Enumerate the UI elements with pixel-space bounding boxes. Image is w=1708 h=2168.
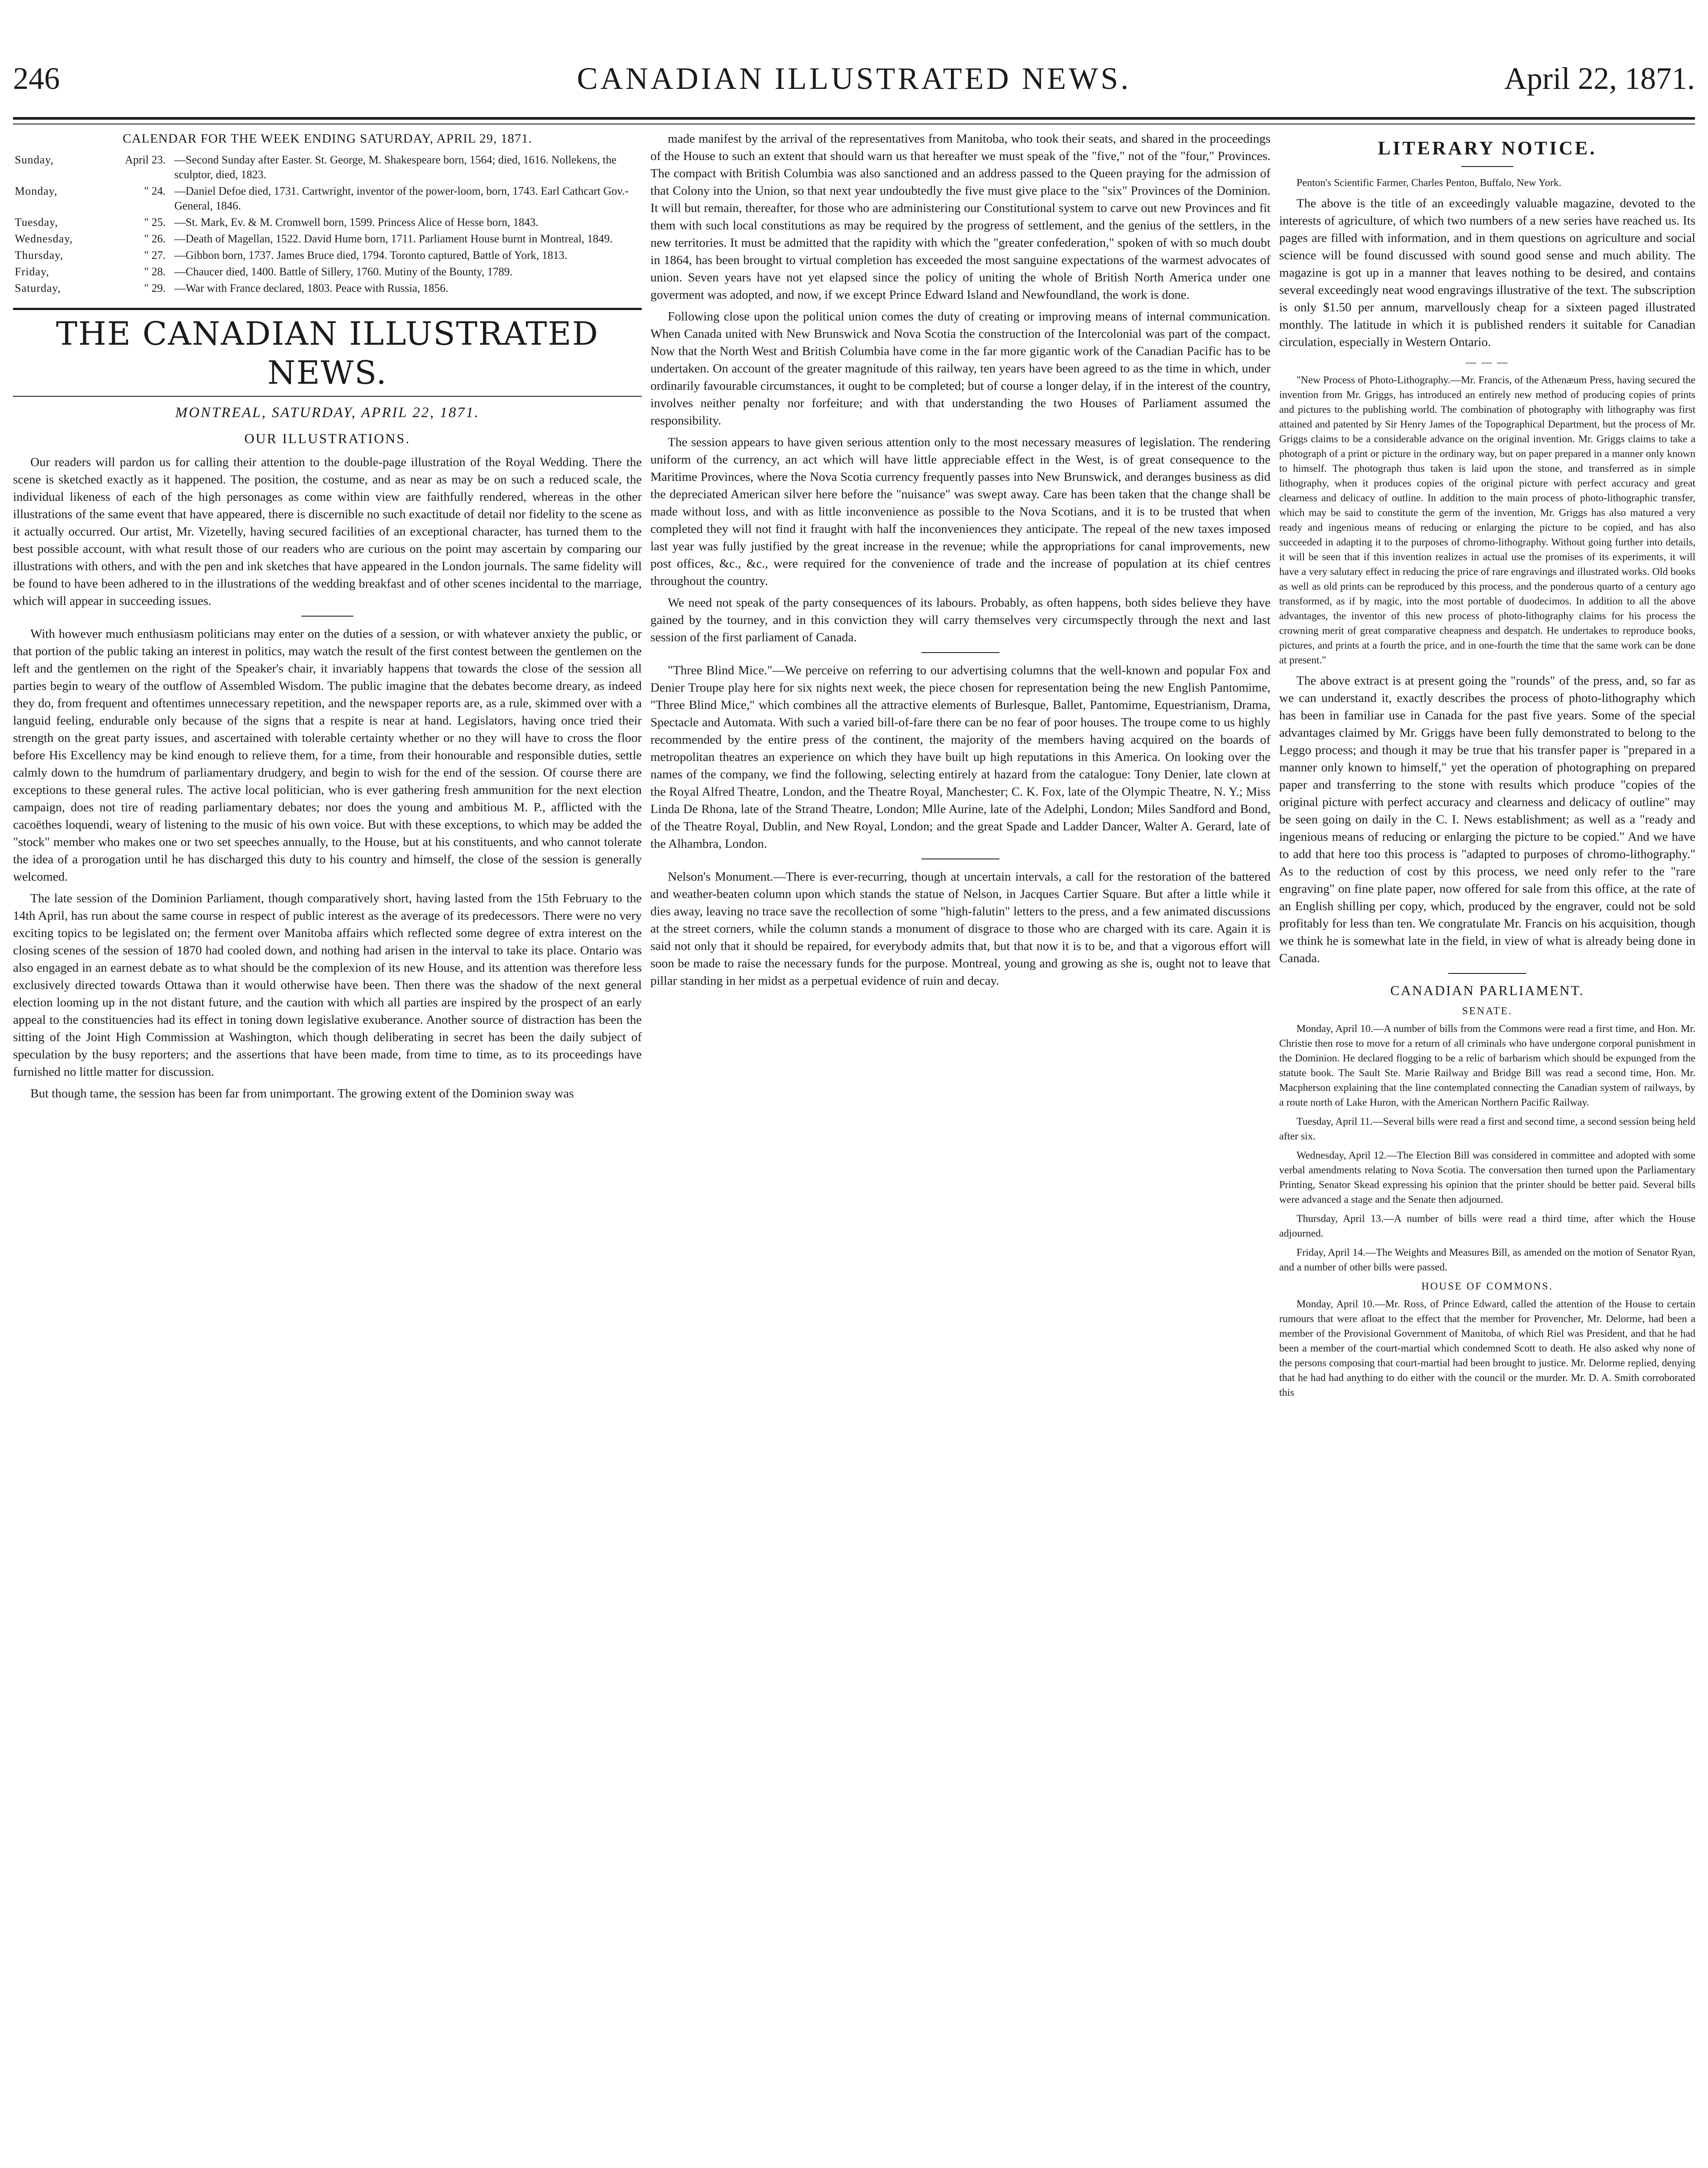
calendar-entry: —Daniel Defoe died, 1731. Cartwright, inventor of the power-loom, born, 1743. Earl Cathcart Gov.-General, 1846.	[174, 185, 629, 212]
calendar-entry: —Second Sunday after Easter. St. George, M. Shakespeare born, 1564; died, 1616. Nollekens, the sculptor, died, 1823.	[174, 153, 617, 181]
senate-entry: Thursday, April 13.—A number of bills were read a third time, after which the House adjourned.	[1279, 1213, 1695, 1239]
divider	[1461, 166, 1513, 167]
nelsons-monument-text	[650, 868, 1270, 989]
editorial-text	[13, 625, 642, 1102]
calendar-row	[13, 264, 642, 280]
section-heading: OUR ILLUSTRATIONS.	[244, 431, 411, 446]
calendar-table	[13, 152, 642, 297]
divider	[13, 396, 642, 397]
calendar-row	[13, 280, 642, 297]
calendar-row	[13, 247, 642, 264]
calendar-day: Tuesday,	[15, 216, 58, 229]
senate-heading: SENATE.	[1462, 1006, 1513, 1017]
running-masthead: CANADIAN ILLUSTRATED NEWS.	[577, 61, 1131, 96]
parliament-heading: CANADIAN PARLIAMENT.	[1390, 983, 1584, 998]
calendar-date: " 27.	[144, 249, 166, 261]
commons-entry: Monday, April 10.—Mr. Ross, of Prince Edward, called the attention of the House to certain rumours that were afloat to the effect that the member for Provencher, Mr. Delorme, had been a member of the Provisional Government of Manitoba, of which Riel was President, and that he had been a member of the court-martial which condemned Scott to death. He also asked why none of the persons composing that court-martial had been brought to justice. Mr. Delorme replied, denying that he had had anything to do either with the council or the murder. Mr. D. A. Smith corroborated this	[1279, 1299, 1695, 1398]
paragraph: "Three Blind Mice."—We perceive on referring to our advertising columns that the well-known and popular Fox and Denier Troupe play here for six nights next week, the piece chosen for representation being the new English Pantomime, "Three Blind Mice," which combines all the attractive elements of Burlesque, Ballet, Pantomime, Equestrianism, Drama, Spectacle and Automata. With such a varied bill-of-fare there can be no fear of poor houses. The troupe come to us highly recommended by the entire press of the continent, the majority of the members having acquired on the boards of metropolitan theatres an experience on which they have built up high reputations in this America. On looking over the names of the company, we find the following, selecting entirely at hazard from the catalogue: Tony Denier, late clown at the Royal Alfred Theatre, London, and the Theatre Royal, Manchester; C. K. Fox, late of the Olympic Theatre, N. Y.; Miss Linda De Rhona, late of the Strand Theatre, London; Mlle Aurine, late of the Adelphi, London; Miles Sandford and Bond, of the Theatre Royal, Dublin, and New Royal, London; and the great Spade and Ladder Dancer, Walter A. Gerard, late of the Alhambra, London.	[650, 663, 1270, 851]
commons-heading: HOUSE OF COMMONS.	[1421, 1281, 1553, 1292]
senate-entry: Monday, April 10.—A number of bills from the Commons were read a first time, and Hon. Mr. Christie then rose to move for a return of all criminals who have undergone corporal punishment in the Dominion. He declared flogging to be a relic of barbarism which should be expunged from the statute book. The Sault Ste. Marie Railway and Bridge Bill was read a second time, Hon. Mr. Macpherson explaining that the line contemplated connecting the Canadian system of railways, by a route north of Lake Huron, with the American Northern Pacific Railway.	[1279, 1023, 1695, 1108]
editorial-text-continued	[650, 130, 1270, 646]
page-header	[13, 52, 1695, 120]
calendar-row	[13, 214, 642, 231]
calendar-day: Thursday,	[15, 249, 64, 261]
paragraph: Following close upon the political union comes the duty of creating or improving means of internal communication. When Canada united with New Brunswick and Nova Scotia the construction of the Intercolonial was part of the compact. Now that the North West and British Columbia have come in the far more gigantic work of the Canadian Pacific has to be undertaken. On account of the greater magnitude of this railway, ten years have been agreed to as the time in which, under ordinarily favourable circumstances, it ought to be completed; but of course a longer delay, if in the interest of the country, involves neither penalty nor forfeiture; and with that understanding the two Houses of Parliament assumed the responsibility.	[650, 310, 1270, 428]
paragraph: The above extract is at present going the "rounds" of the press, and, so far as we can understand it, exactly describes the process of photo-lithography which has been in familiar use in Canada for the past five years. Some of the special advantages claimed by Mr. Griggs have been fully demonstrated to belong to the Leggo process; and though it may be true that his transfer paper is "prepared in a manner only known to himself," yet the operation of photographing on prepared paper and transferring to the stone with results which produce "copies of the original picture with perfect accuracy and clearness and delicacy of outline" may be seen going on daily in the C. I. News establishment; as well as a "ready and ingenious means of reducing or enlarging the picture to be copied." And we have to add that here too this process is "adapted to purposes of chromo-lithography." As to the reduction of cost by this process, we need only refer to the "rare engraving" on fine plate paper, now offered for sale from this office, at the rate of an English shilling per copy, which, produced by the engraver, could not be sold profitably for less than ten. We congratulate Mr. Francis on his acquisition, though we think he is somewhat late in the field, in view of what is already being done in Canada.	[1279, 674, 1695, 965]
calendar-date: " 29.	[144, 282, 166, 294]
calendar-row	[13, 183, 642, 214]
calendar-entry: —War with France declared, 1803. Peace with Russia, 1856.	[174, 282, 448, 294]
calendar-day: Monday,	[15, 185, 58, 197]
column-2	[650, 130, 1270, 2168]
paragraph: Nelson's Monument.—There is ever-recurring, though at uncertain intervals, a call for the restoration of the battered and weather-beaten column upon which stands the statue of Nelson, in Jacques Cartier Square. But after a little while it dies away, leaving no trace save the recollection of some "high-falutin" letters to the press, and a few animated discussions at the street corners, while the column stands a monument of disgrace to those who are charged with its care. Again it is said not only that it should be repaired, for everybody admits that, but that now it is to be, and that a vigorous effort will soon be made to raise the necessary funds for the purpose. Montreal, young and growing as she is, ought not to leave that pillar standing in her midst as a perpetual evidence of ruin and decay.	[650, 870, 1270, 988]
calendar-entry: —Gibbon born, 1737. James Bruce died, 1794. Toronto captured, Battle of York, 1813.	[174, 249, 568, 261]
calendar-row	[13, 231, 642, 247]
calendar-day: Saturday,	[15, 282, 61, 294]
commons-text	[1279, 1297, 1695, 1400]
dateline: MONTREAL, SATURDAY, APRIL 22, 1871.	[175, 405, 480, 421]
calendar-date: " 26.	[144, 232, 166, 245]
literary-citation: Penton's Scientific Farmer, Charles Penton, Buffalo, New York.	[1297, 177, 1561, 189]
paragraph: The late session of the Dominion Parliament, though comparatively short, having lasted from the 15th February to the 14th April, has run about the same course in respect of public interest as the average of its predecessors. There were no very exciting topics to be legislated on; the ferment over Manitoba affairs which reflected some degree of extra interest on the closing scenes of the session of 1870 had cooled down, and nothing had arisen in the interval to take its place. Ontario was also engaged in an earnest debate as to what should be the complexion of its new House, and its attention was therefore less exclusively directed towards Ottawa than it would otherwise have been. Then there was the shadow of the next general election looming up in the not distant future, and the caution with which all parties are inspired by the prospect of an early appeal to the constituencies had its effect in toning down legislative exuberance. Another source of distraction has been the sitting of the Joint High Commission at Washington, which though deliberating in secret has been the daily subject of speculation by the busy reporters; and the assertions that have been made, from time to time, as to its proceedings have furnished no little matter for discussion.	[13, 891, 642, 1079]
calendar-entry: —Death of Magellan, 1522. David Hume born, 1711. Parliament House burnt in Montreal, 1849.	[174, 232, 613, 245]
paragraph: But though tame, the session has been far from unimportant. The growing extent of the Dominion sway was	[30, 1087, 574, 1100]
divider	[301, 616, 353, 617]
quoted-paragraph: "New Process of Photo-Lithography.—Mr. Francis, of the Athenæum Press, having secured the invention from Mr. Griggs, has introduced an entirely new method of producing copies of prints and pictures to the publishing world. The combination of photography with lithography was first attained and patented by Sir Henry James of the Topographical Department, but the process of Mr. Griggs claims to be a considerable advance on the original invention. Mr. Griggs claims to take a photograph of a print or picture in the ordinary way, but on paper prepared in a manner only known to himself. The photograph thus taken is laid upon the stone, and transferred as in simple lithography, when it produces copies of the original picture with perfect accuracy and great clearness and delicacy of outline. In addition to the main process of photo-lithographic transfer, which may be said to constitute the germ of the invention, Mr. Griggs has also matured a very ready and ingenious means of reducing or enlarging the picture to be copied, and has also succeeded in adapting it to the purposes of chromo-lithography. Without going further into details, it will be seen that if this invention realizes in actual use the promises of its experiments, it will have a very salutary effect in reducing the price of rare engravings and illustrated works. Old books as well as old prints can be reproduced by this process, and the ponderous quarto of a century ago transformed, as if by magic, into the most portable of duodecimos. In addition to all the above advantages, the inventor of this new process of photo-lithography claims for his process the crowning merit of great comparative cheapness and despatch. He undertakes to reproduce books, pictures, and prints at a fourth the price, and in one-fourth the time that the same work can be done at present."	[1279, 375, 1695, 666]
paragraph: With however much enthusiasm politicians may enter on the duties of a session, or with whatever anxiety the public, or that portion of the public taking an interest in politics, may watch the result of the first contest between the gentlemen on the left and the gentlemen on the right of the Speaker's chair, it invariably happens that towards the close of the session all parties begin to weary of the outflow of Assembled Wisdom. The public imagine that the debates become dreary, as indeed they do, from frequent and oftentimes unnecessary repetition, and the newspaper reports are, as a rule, skimmed over with a languid feeling, endurable only because of the signs that a respite is near at hand. Legislators, having once tried their strength on the great party issues, and ascertained with tolerable certainty whether or no they will have to cross the floor before His Excellency may be kind enough to relieve them, for a time, from their honourable and responsible duties, settle calmly down to the humdrum of parliamentary drudgery, and begin to wish for the end of the session. Of course there are exceptions to these general rules. The active local politician, who is ever gathering fresh ammunition for the next election campaign, does not tire of reading parliamentary debates; nor does the young and ambitious M. P., afflicted with the cacoëthes loquendi, weary of listening to the music of his own voice. But with these exceptions, to which may be added the "stock" member who makes one or two set speeches annually, to the House, but at his constituents, and who cannot tolerate the idea of a prorogation until he has discharged this duty to his country and himself, the close of the session is generally welcomed.	[13, 627, 642, 884]
calendar-day: Sunday,	[15, 153, 54, 166]
calendar-date: April 23.	[125, 153, 166, 166]
divider	[921, 652, 999, 653]
paragraph: made manifest by the arrival of the representatives from Manitoba, who took their seats, and shared in the proceedings of the House to such an extent that should warn us that hereafter we must speak of the "five," not of the "four," Provinces. The compact with British Columbia was also sanctioned and an address passed to the Queen praying for the admission of that Colony into the Union, so that next year undoubtedly the five must give place to the "six" Provinces of the Dominion. It will but remain, thereafter, for those who are administering our Constitutional system to carve out new Provinces and fit them with such local constitutions as may be required by the progress of settlement, and the genius of the settlers, in the new territories. It must be admitted that the rapidity with which the "greater confederation," spoken of with so much doubt in 1864, has been brought to virtual completion has exceeded the most sanguine expectations of the warmest advocates of union. Seven years have not yet elapsed since the policy of uniting the whole of British North America under one goverment was adopted, and now, if we except Prince Edward Island and Newfoundland, the work is done.	[650, 132, 1270, 302]
calendar-date: " 28.	[144, 265, 166, 278]
column-3	[1279, 130, 1695, 2168]
calendar-entry: —St. Mark, Ev. & M. Cromwell born, 1599. Princess Alice of Hesse born, 1843.	[174, 216, 539, 229]
paper-title: THE CANADIAN ILLUSTRATED NEWS.	[56, 315, 599, 392]
senate-text	[1279, 1022, 1695, 1275]
paragraph: The session appears to have given serious attention only to the most necessary measures of legislation. The rendering uniform of the currency, an act which will have little appreciable effect in the West, is of great consequence to the Maritime Provinces, where the Nova Scotia currency frequently passes into New Brunswick, and deranges business as did the depreciated American silver here before the "nuisance" was swept away. Care has been taken that the change shall be made without loss, and with as little inconvenience as possible to the Nova Scotians, and it is to be trusted that when completed they will not find it fraught with half the inconveniences they anticipate. The repeal of the new taxes imposed last year was fully justified by the great increase in the revenue; while the appropriations for canal improvements, new post offices, &c., &c., were required for the convenience of trade and the increase of population at its chief centres throughout the country.	[650, 435, 1270, 588]
column-1	[13, 130, 642, 2168]
illustrations-text	[13, 454, 642, 610]
paragraph: Our readers will pardon us for calling their attention to the double-page illustration of the Royal Wedding. There the scene is sketched exactly as it happened. The position, the costume, and as near as may be on such a reduced scale, the individual likeness of each of the high personages as come within view are faithfully rendered, whereas in the other illustrations of the same event that have appeared, there is discernible no such exactitude of detail nor fidelity to the scene as it actually occurred. Our artist, Mr. Vizetelly, having secured facilities of an exceptional character, has turned them to the best possible account, with what result those of our readers who are curious on the point may ascertain by comparing our illustrations with others, and with the pen and ink sketches that have appeared in the London journals. The same fidelity will be found to have been adhered to in the illustrations of the wedding breakfast and of other scenes incidental to the marriage, which will appear in succeeding issues.	[13, 455, 642, 608]
issue-date: April 22, 1871.	[1504, 61, 1695, 96]
literary-quoted-text	[1279, 373, 1695, 668]
separator: — — —	[1466, 357, 1509, 368]
paragraph: The above is the title of an exceedingly valuable magazine, devoted to the interests of agriculture, of which two numbers of a new series have reached us. Its pages are filled with information, and in them questions on agriculture and social science will be found discussed with sound good sense and much ability. The magazine is got up in a manner that leaves nothing to be desired, and contains several exceedingly neat wood engravings illustrative of the text. The subscription is only $1.50 per annum, marvellously cheap for a sixteen paged illustrated monthly. The latitude in which it is published renders it suitable for Canadian circulation, especially in Western Ontario.	[1279, 196, 1695, 349]
calendar-day: Friday,	[15, 265, 49, 278]
three-blind-mice-text	[650, 662, 1270, 852]
senate-entry: Wednesday, April 12.—The Election Bill was considered in committee and adopted with some verbal amendments relating to Nova Scotia. The conversation then turned upon the Parliamentary Printing, Senator Skead expressing his opinion that the printer should be better paid. Several bills were advanced a stage and the Senate then adjourned.	[1279, 1150, 1695, 1205]
calendar-date: " 24.	[144, 185, 166, 197]
calendar-day: Wednesday,	[15, 232, 73, 245]
divider	[1448, 973, 1526, 974]
calendar-row	[13, 152, 642, 183]
calendar-date: " 25.	[144, 216, 166, 229]
literary-notice-heading: LITERARY NOTICE.	[1378, 137, 1597, 159]
senate-entry: Tuesday, April 11.—Several bills were read a first and second time, a second session being held after six.	[1279, 1116, 1695, 1142]
calendar-entry: —Chaucer died, 1400. Battle of Sillery, 1760. Mutiny of the Bounty, 1789.	[174, 265, 513, 278]
page-number: 246	[13, 61, 60, 96]
divider	[13, 308, 642, 310]
senate-entry: Friday, April 14.—The Weights and Measures Bill, as amended on the motion of Senator Ryan, and a number of other bills were passed.	[1279, 1247, 1695, 1273]
paragraph: We need not speak of the party consequences of its labours. Probably, as often happens, both sides believe they have gained by the tourney, and in this conviction they will carry themselves very circumspectly through the next and last session of the first parliament of Canada.	[650, 596, 1270, 644]
literary-notice-text	[1279, 195, 1695, 351]
literary-commentary-text	[1279, 672, 1695, 967]
calendar-title: CALENDAR FOR THE WEEK ENDING SATURDAY, APRIL 29, 1871.	[122, 131, 532, 146]
